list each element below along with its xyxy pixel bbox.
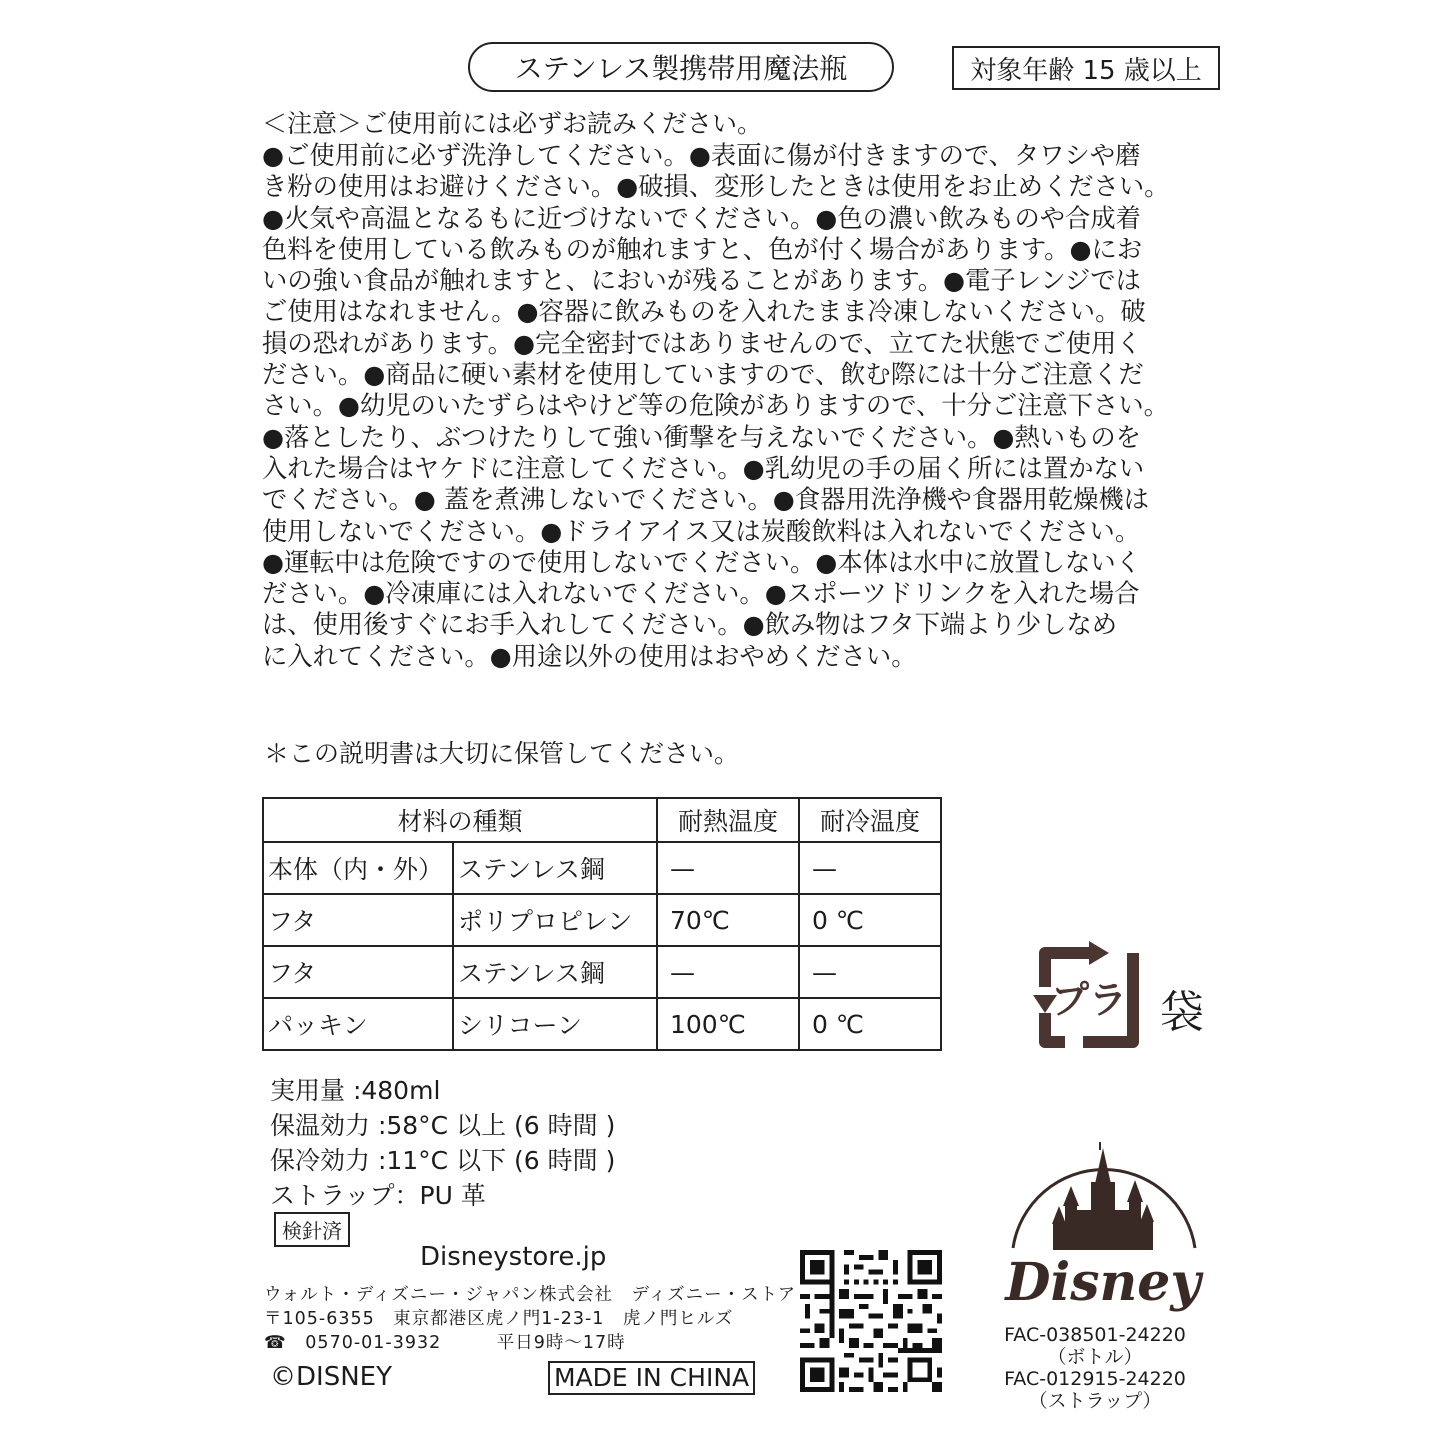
cold-retention: 保冷効力 :11°C 以下 (6 時間 )	[270, 1146, 616, 1175]
cell-part: パッキン	[263, 998, 453, 1050]
notice-line: さい。●幼児のいたずらはやけど等の危険がありますので、十分ご注意下さい。	[262, 391, 1169, 421]
product-codes	[995, 1324, 1195, 1412]
notice-line: き粉の使用はお避けください。●破損、変形したときは使用をお止めください。	[262, 172, 1170, 202]
header-material: 材料の種類	[263, 798, 657, 842]
strap-label: （ストラップ）	[1028, 1390, 1162, 1412]
recycle-mark-text: プラ	[1050, 978, 1128, 1022]
cell-cold: 0 ℃	[799, 894, 941, 946]
table-row	[263, 894, 941, 946]
notice-line: 損の恐れがあります。●完全密封ではありませんので、立てた状態でご使用く	[262, 328, 1142, 358]
disney-logo-text: Disney	[1005, 1252, 1201, 1313]
company-address: 〒105-6355 東京都港区虎ノ門1-23-1 虎ノ門ヒルズ	[264, 1309, 734, 1329]
notice-line: 入れた場合はヤケドに注意してください。●乳幼児の手の届く所には置かない	[262, 453, 1145, 483]
inspected-stamp: 検針済	[274, 1212, 350, 1247]
notice-heading: ＜注意＞ご使用前には必ずお読みください。	[262, 109, 763, 138]
company-info	[264, 1283, 796, 1355]
product-title: ステンレス製携帯用魔法瓶	[468, 42, 894, 92]
notice-line: ●ご使用前に必ず洗浄してください。●表面に傷が付きますので、タワシや磨	[262, 141, 1141, 170]
company-phone: ☎ 0570-01-3932 平日9時～17時	[264, 1333, 626, 1353]
materials-table	[262, 797, 942, 1051]
notice-line: は、使用後すぐにお手入れしてください。●飲み物はフタ下端より少しなめ	[262, 610, 1118, 640]
cell-material: ステンレス鋼	[453, 842, 657, 894]
cell-cold: —	[799, 946, 941, 998]
cell-cold: 0 ℃	[799, 998, 941, 1050]
capacity: 実用量 :480ml	[270, 1076, 441, 1105]
notice-line: 使用しないでください。●ドライアイス又は炭酸飲料は入れないでください。	[262, 516, 1141, 546]
strap-code: FAC-012915-24220	[1004, 1368, 1186, 1390]
made-in-label: MADE IN CHINA	[548, 1361, 755, 1395]
cell-heat: 100℃	[657, 998, 799, 1050]
cell-part: フタ	[263, 894, 453, 946]
cell-part: フタ	[263, 946, 453, 998]
notice-line: ださい。●冷凍庫には入れないでください。●スポーツドリンクを入れた場合	[262, 579, 1140, 609]
cell-heat: 70℃	[657, 894, 799, 946]
table-header-row	[263, 798, 941, 842]
table-row	[263, 998, 941, 1050]
notice-line: ご使用はなれません。●容器に飲みものを入れたまま冷凍しないください。破	[262, 297, 1146, 327]
header-heat: 耐熱温度	[657, 798, 799, 842]
cell-material: ステンレス鋼	[453, 946, 657, 998]
strap-material: ストラップ：PU 革	[270, 1181, 486, 1210]
qr-code-icon	[800, 1250, 942, 1392]
cell-part: 本体（内・外）	[263, 842, 453, 894]
cell-cold: —	[799, 842, 941, 894]
store-url: Disneystore.jp	[420, 1242, 607, 1272]
specs-block	[270, 1073, 615, 1213]
cell-heat: —	[657, 946, 799, 998]
table-row	[263, 842, 941, 894]
notice-line: に入れてください。●用途以外の使用はおやめください。	[262, 641, 917, 671]
bottle-code: FAC-038501-24220	[1004, 1324, 1186, 1346]
heat-retention: 保温効力 :58°C 以上 (6 時間 )	[270, 1111, 616, 1140]
header-cold: 耐冷温度	[799, 798, 941, 842]
disney-logo	[995, 1140, 1210, 1320]
cell-material: シリコーン	[453, 998, 657, 1050]
notice-body	[262, 140, 1224, 672]
notice-line: ださい。●商品に硬い素材を使用していますので、飲む際には十分ご注意くだ	[262, 360, 1144, 390]
age-label: 対象年齢 15 歳以上	[952, 46, 1220, 90]
bottle-label: （ボトル）	[1047, 1346, 1143, 1368]
notice-line: いの強い食品が触れますと、においが残ることがあります。●電子レンジでは	[262, 266, 1141, 296]
table-row	[263, 946, 941, 998]
notice-line: ●落としたり、ぶつけたりして強い衝撃を与えないでください。●熱いものを	[262, 422, 1141, 452]
notice-line: でください。● 蓋を煮沸しないでください。●食器用洗浄機や食器用乾燥機は	[262, 485, 1149, 515]
cell-material: ポリプロピレン	[453, 894, 657, 946]
castle-icon	[1052, 1142, 1154, 1250]
notice-line: ●運転中は危険ですので使用しないでください。●本体は水中に放置しないく	[262, 547, 1141, 577]
notice-line: ●火気や高温となるもに近づけないでください。●色の濃い飲みものや合成着	[262, 203, 1141, 233]
recycle-bag-label: 袋	[1160, 987, 1204, 1038]
notice-line: 色料を使用している飲みものが触れますと、色が付く場合があります。●にお	[262, 234, 1143, 264]
keep-note: ＊この説明書は大切に保管してください。	[264, 739, 740, 768]
company-name: ウォルト・ディズニー・ジャパン株式会社 ディズニー・ストア	[264, 1285, 797, 1305]
cell-heat: —	[657, 842, 799, 894]
pla-recycle-icon	[1025, 935, 1150, 1060]
copyright: ©DISNEY	[270, 1362, 392, 1392]
